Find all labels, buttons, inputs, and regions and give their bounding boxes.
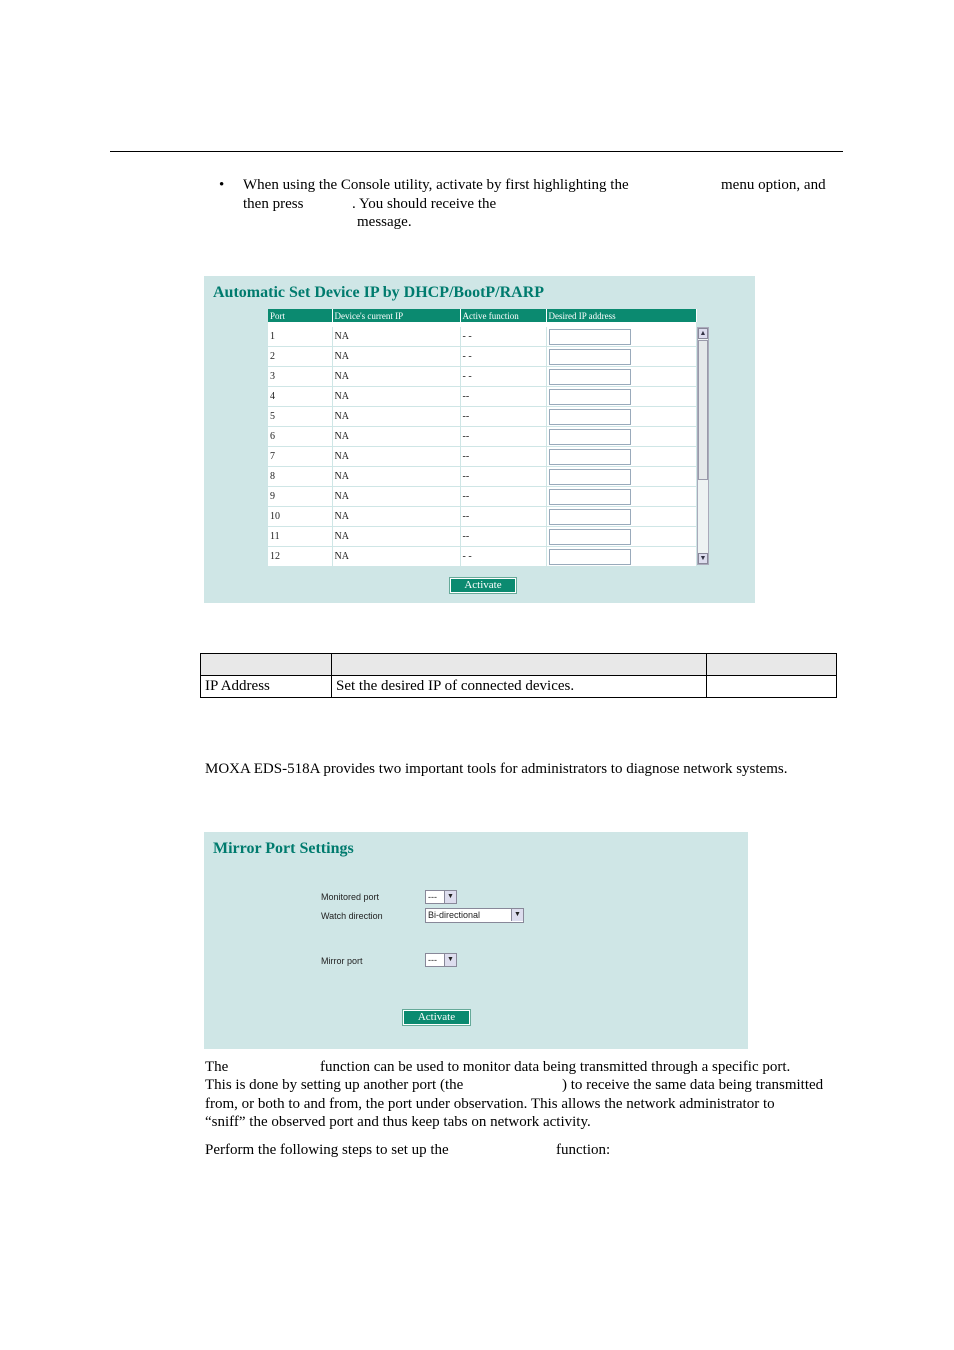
current-ip-cell: NA: [332, 447, 460, 467]
desired-ip-input[interactable]: [549, 509, 631, 525]
desired-ip-input[interactable]: [549, 409, 631, 425]
chevron-down-icon: ▼: [444, 891, 456, 903]
scroll-up-icon[interactable]: ▲: [699, 329, 707, 337]
monitored-port-value: ---: [428, 892, 437, 902]
port-cell: 12: [268, 547, 332, 567]
current-ip-cell: NA: [332, 427, 460, 447]
dhcp-table-header: [268, 309, 696, 322]
watch-direction-label: Watch direction: [321, 911, 383, 921]
table-scrollbar[interactable]: [697, 327, 709, 565]
active-function-cell: --: [460, 467, 546, 487]
desired-ip-input[interactable]: [549, 549, 631, 565]
desired-ip-input[interactable]: [549, 429, 631, 445]
bullet-line2-b: . You should receive the: [352, 196, 497, 212]
current-ip-cell: NA: [332, 327, 460, 347]
col-active-function: Active function: [460, 309, 546, 322]
bullet-line2-a: then press: [243, 196, 304, 212]
table-row: [268, 547, 696, 567]
mirror-port-label: Mirror port: [321, 956, 363, 966]
desired-ip-input[interactable]: [549, 349, 631, 365]
chevron-down-icon: ▼: [444, 954, 456, 966]
table-row: [268, 347, 696, 367]
settings-header-cell: [332, 654, 707, 676]
port-cell: 5: [268, 407, 332, 427]
current-ip-cell: NA: [332, 387, 460, 407]
setting-default: [707, 676, 837, 698]
table-row: [268, 487, 696, 507]
para1-line3: from, or both to and from, the port under observation. This allows the network administrator to: [205, 1096, 775, 1112]
dhcp-activate-button[interactable]: Activate: [450, 578, 516, 593]
dhcp-port-table: [268, 309, 697, 567]
bullet-line3: message.: [357, 214, 412, 230]
para2-b: function:: [556, 1142, 611, 1158]
desired-ip-cell: [546, 407, 696, 427]
desired-ip-cell: [546, 487, 696, 507]
current-ip-cell: NA: [332, 467, 460, 487]
table-row: [268, 327, 696, 347]
current-ip-cell: NA: [332, 407, 460, 427]
para2-a: Perform the following steps to set up the: [205, 1142, 449, 1158]
desired-ip-cell: [546, 547, 696, 567]
active-function-cell: - -: [460, 347, 546, 367]
desired-ip-cell: [546, 427, 696, 447]
desired-ip-input[interactable]: [549, 449, 631, 465]
para1-line2-a: This is done by setting up another port (the: [205, 1077, 464, 1093]
chevron-down-icon: ▼: [511, 909, 523, 921]
watch-direction-value: Bi-directional: [428, 910, 481, 920]
table-row: [268, 447, 696, 467]
port-cell: 8: [268, 467, 332, 487]
dhcp-panel-title: Automatic Set Device IP by DHCP/BootP/RARP: [213, 284, 545, 301]
current-ip-cell: NA: [332, 347, 460, 367]
port-cell: 1: [268, 327, 332, 347]
header-rule: [110, 151, 843, 152]
col-port: Port: [268, 309, 332, 322]
settings-table-row: [201, 676, 837, 698]
desired-ip-input[interactable]: [549, 369, 631, 385]
desired-ip-cell: [546, 387, 696, 407]
table-row: [268, 467, 696, 487]
col-current-ip: Device's current IP: [332, 309, 460, 322]
desired-ip-cell: [546, 347, 696, 367]
para1-line1-a: The: [205, 1059, 229, 1075]
mirror-panel-title: Mirror Port Settings: [213, 840, 354, 857]
bullet-line1-b: menu option, and: [721, 177, 826, 193]
desired-ip-input[interactable]: [549, 489, 631, 505]
current-ip-cell: NA: [332, 547, 460, 567]
dhcp-table-body: [268, 322, 696, 567]
col-desired-ip: Desired IP address: [546, 309, 696, 322]
settings-table-header: [201, 654, 837, 676]
mirror-port-value: ---: [428, 955, 437, 965]
desired-ip-input[interactable]: [549, 329, 631, 345]
watch-direction-select[interactable]: [425, 908, 524, 923]
table-row: [268, 407, 696, 427]
current-ip-cell: NA: [332, 487, 460, 507]
desired-ip-cell: [546, 447, 696, 467]
active-function-cell: --: [460, 447, 546, 467]
active-function-cell: - -: [460, 547, 546, 567]
desired-ip-cell: [546, 327, 696, 347]
mirror-activate-button[interactable]: Activate: [403, 1010, 470, 1025]
desired-ip-input[interactable]: [549, 529, 631, 545]
port-cell: 4: [268, 387, 332, 407]
active-function-cell: - -: [460, 327, 546, 347]
port-cell: 7: [268, 447, 332, 467]
desired-ip-cell: [546, 367, 696, 387]
setting-description: Set the desired IP of connected devices.: [332, 676, 707, 698]
para1-line1-b: function can be used to monitor data being transmitted through a specific port.: [320, 1059, 791, 1075]
desired-ip-input[interactable]: [549, 389, 631, 405]
active-function-cell: --: [460, 487, 546, 507]
settings-table: [200, 653, 837, 698]
table-row: [268, 507, 696, 527]
bullet-dot: •: [219, 177, 225, 193]
port-cell: 9: [268, 487, 332, 507]
active-function-cell: --: [460, 427, 546, 447]
current-ip-cell: NA: [332, 507, 460, 527]
scroll-down-icon[interactable]: ▼: [699, 554, 707, 562]
active-function-cell: --: [460, 527, 546, 547]
monitored-port-select[interactable]: [425, 890, 457, 904]
para1-line2-b: ) to receive the same data being transmitted: [562, 1077, 824, 1093]
port-cell: 3: [268, 367, 332, 387]
intro-text: MOXA EDS-518A provides two important tools for administrators to diagnose network systems.: [205, 761, 788, 777]
port-cell: 6: [268, 427, 332, 447]
current-ip-cell: NA: [332, 527, 460, 547]
mirror-panel: [204, 832, 748, 1049]
desired-ip-cell: [546, 507, 696, 527]
port-cell: 2: [268, 347, 332, 367]
port-cell: 11: [268, 527, 332, 547]
bullet-line1-a: When using the Console utility, activate by first highlighting the: [243, 177, 629, 193]
active-function-cell: --: [460, 507, 546, 527]
port-cell: 10: [268, 507, 332, 527]
mirror-port-select[interactable]: [425, 953, 457, 967]
desired-ip-cell: [546, 467, 696, 487]
table-row: [268, 387, 696, 407]
scroll-thumb[interactable]: [698, 340, 708, 480]
active-function-cell: - -: [460, 367, 546, 387]
settings-header-cell: [201, 654, 332, 676]
table-row: [268, 527, 696, 547]
setting-name: IP Address: [201, 676, 332, 698]
current-ip-cell: NA: [332, 367, 460, 387]
table-row: [268, 367, 696, 387]
desired-ip-cell: [546, 527, 696, 547]
desired-ip-input[interactable]: [549, 469, 631, 485]
active-function-cell: --: [460, 407, 546, 427]
active-function-cell: --: [460, 387, 546, 407]
table-row: [268, 427, 696, 447]
para1-line4: “sniff” the observed port and thus keep tabs on network activity.: [205, 1114, 591, 1130]
settings-header-cell: [707, 654, 837, 676]
monitored-port-label: Monitored port: [321, 892, 380, 902]
